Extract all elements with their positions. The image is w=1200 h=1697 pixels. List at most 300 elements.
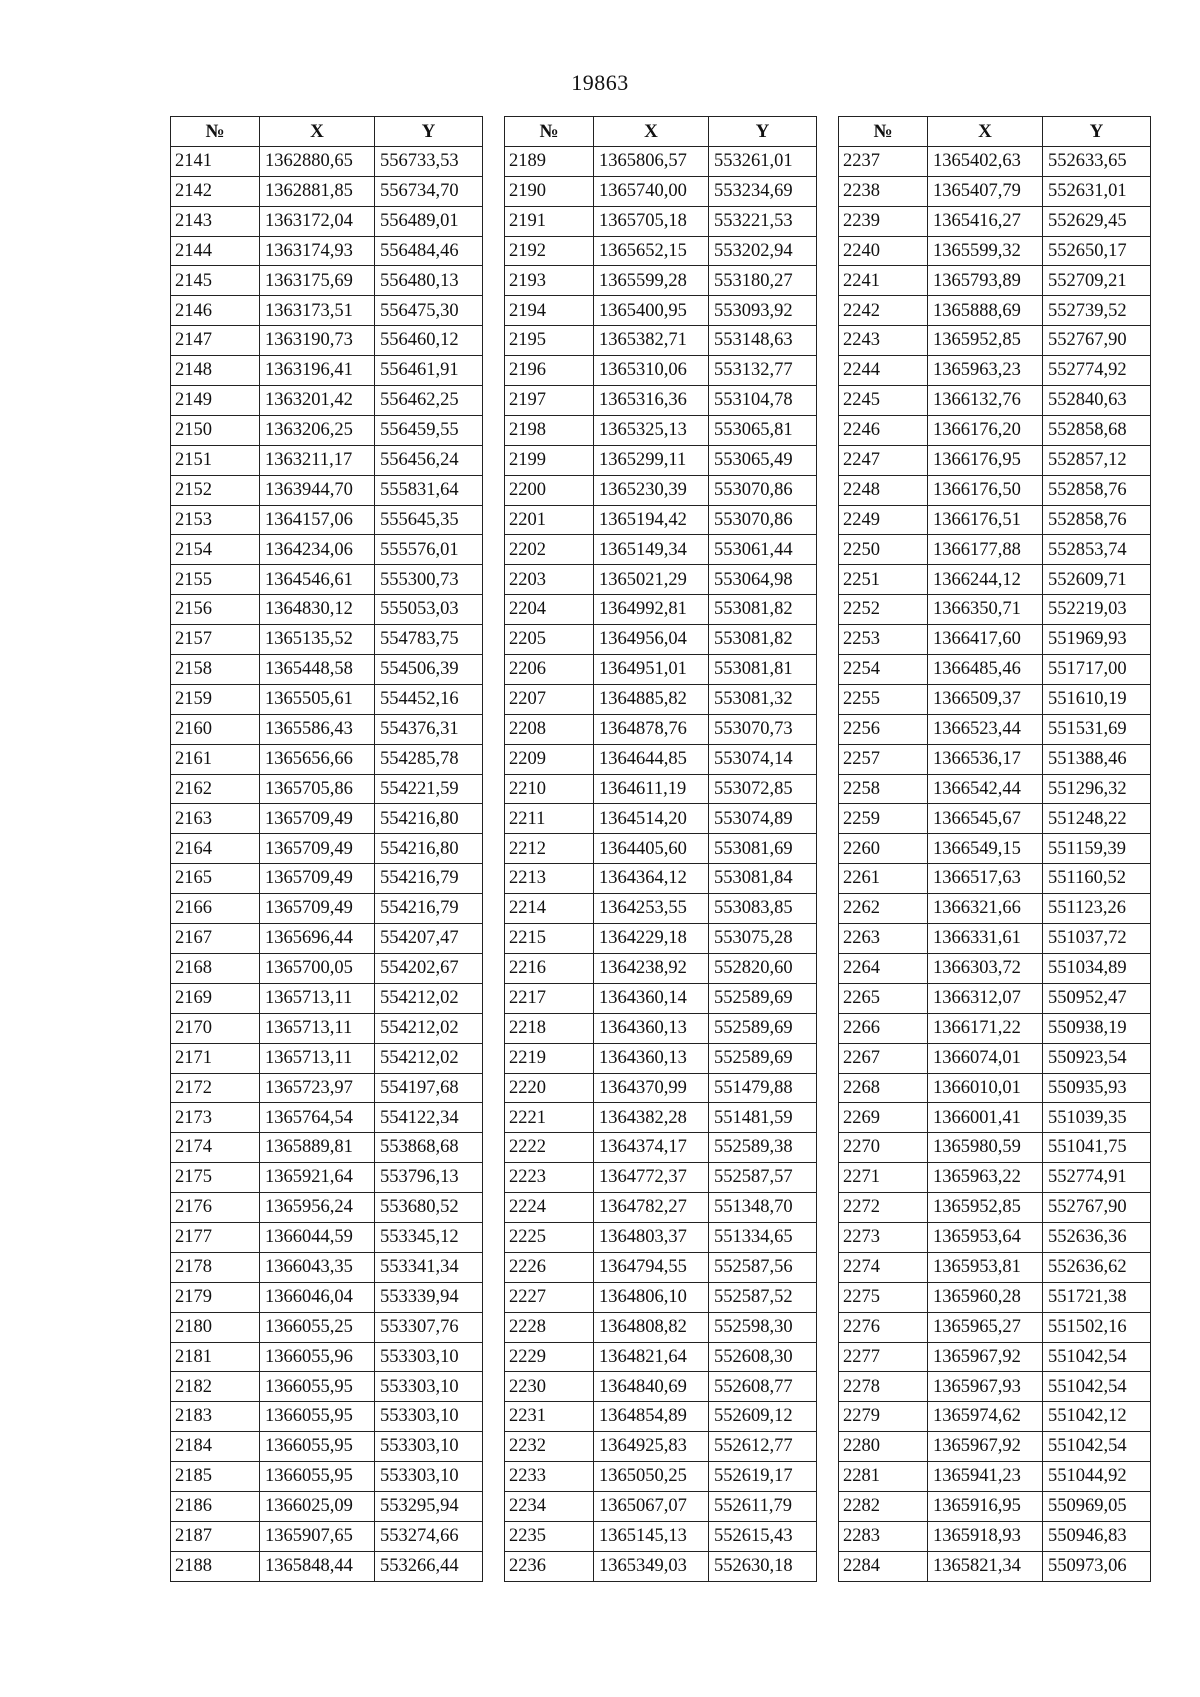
cell-x: 1365705,86 bbox=[260, 774, 375, 804]
cell-x: 1365953,81 bbox=[928, 1252, 1043, 1282]
cell-number: 2244 bbox=[839, 356, 928, 386]
cell-number: 2162 bbox=[171, 774, 260, 804]
cell-number: 2150 bbox=[171, 415, 260, 445]
cell-number: 2216 bbox=[505, 953, 594, 983]
cell-x: 1365953,64 bbox=[928, 1222, 1043, 1252]
cell-x: 1365230,39 bbox=[594, 475, 709, 505]
cell-x: 1364803,37 bbox=[594, 1222, 709, 1252]
cell-x: 1365918,93 bbox=[928, 1521, 1043, 1551]
cell-number: 2198 bbox=[505, 415, 594, 445]
cell-y: 551044,92 bbox=[1043, 1462, 1151, 1492]
table-row bbox=[505, 1133, 817, 1163]
cell-x: 1363211,17 bbox=[260, 445, 375, 475]
table-row bbox=[171, 1133, 483, 1163]
cell-number: 2168 bbox=[171, 953, 260, 983]
cell-number: 2166 bbox=[171, 894, 260, 924]
cell-y: 553083,85 bbox=[709, 894, 817, 924]
table-row bbox=[839, 625, 1151, 655]
cell-y: 552739,52 bbox=[1043, 296, 1151, 326]
cell-number: 2169 bbox=[171, 983, 260, 1013]
cell-y: 556462,25 bbox=[375, 386, 483, 416]
cell-number: 2171 bbox=[171, 1043, 260, 1073]
cell-x: 1364830,12 bbox=[260, 595, 375, 625]
table-row bbox=[171, 744, 483, 774]
cell-x: 1366176,50 bbox=[928, 475, 1043, 505]
cell-y: 552633,65 bbox=[1043, 146, 1151, 176]
cell-y: 552636,36 bbox=[1043, 1222, 1151, 1252]
cell-x: 1365709,49 bbox=[260, 894, 375, 924]
cell-number: 2257 bbox=[839, 744, 928, 774]
page-number: 19863 bbox=[571, 70, 629, 95]
table-row bbox=[171, 236, 483, 266]
table-row bbox=[505, 595, 817, 625]
cell-y: 553303,10 bbox=[375, 1432, 483, 1462]
cell-y: 550969,05 bbox=[1043, 1491, 1151, 1521]
cell-x: 1365941,23 bbox=[928, 1462, 1043, 1492]
cell-x: 1363172,04 bbox=[260, 206, 375, 236]
table-row bbox=[505, 953, 817, 983]
cell-y: 553307,76 bbox=[375, 1312, 483, 1342]
cell-x: 1365963,22 bbox=[928, 1163, 1043, 1193]
cell-y: 555300,73 bbox=[375, 565, 483, 595]
cell-number: 2175 bbox=[171, 1163, 260, 1193]
cell-number: 2262 bbox=[839, 894, 928, 924]
cell-number: 2260 bbox=[839, 834, 928, 864]
cell-y: 552608,30 bbox=[709, 1342, 817, 1372]
cell-y: 553261,01 bbox=[709, 146, 817, 176]
cell-x: 1365713,11 bbox=[260, 1013, 375, 1043]
cell-y: 553796,13 bbox=[375, 1163, 483, 1193]
table-row bbox=[839, 1282, 1151, 1312]
table-row bbox=[505, 266, 817, 296]
table-row bbox=[839, 924, 1151, 954]
cell-y: 552767,90 bbox=[1043, 326, 1151, 356]
cell-y: 552820,60 bbox=[709, 953, 817, 983]
cell-x: 1364808,82 bbox=[594, 1312, 709, 1342]
cell-y: 556480,13 bbox=[375, 266, 483, 296]
cell-y: 554216,79 bbox=[375, 894, 483, 924]
table-row bbox=[505, 1462, 817, 1492]
cell-x: 1365980,59 bbox=[928, 1133, 1043, 1163]
cell-x: 1364364,12 bbox=[594, 864, 709, 894]
cell-x: 1366176,51 bbox=[928, 505, 1043, 535]
cell-x: 1365416,27 bbox=[928, 206, 1043, 236]
table-row bbox=[171, 834, 483, 864]
cell-y: 553070,86 bbox=[709, 505, 817, 535]
cell-x: 1366055,95 bbox=[260, 1372, 375, 1402]
cell-x: 1364514,20 bbox=[594, 804, 709, 834]
cell-y: 550935,93 bbox=[1043, 1073, 1151, 1103]
cell-x: 1366517,63 bbox=[928, 864, 1043, 894]
cell-y: 552615,43 bbox=[709, 1521, 817, 1551]
cell-y: 551042,54 bbox=[1043, 1372, 1151, 1402]
table-row bbox=[839, 804, 1151, 834]
cell-x: 1364782,27 bbox=[594, 1193, 709, 1223]
cell-number: 2161 bbox=[171, 744, 260, 774]
cell-number: 2173 bbox=[171, 1103, 260, 1133]
cell-y: 554207,47 bbox=[375, 924, 483, 954]
cell-x: 1366074,01 bbox=[928, 1043, 1043, 1073]
table-row bbox=[505, 415, 817, 445]
table-row bbox=[505, 864, 817, 894]
cell-y: 551160,52 bbox=[1043, 864, 1151, 894]
cell-x: 1366321,66 bbox=[928, 894, 1043, 924]
table-row bbox=[839, 356, 1151, 386]
cell-x: 1365713,11 bbox=[260, 983, 375, 1013]
cell-number: 2194 bbox=[505, 296, 594, 326]
cell-number: 2179 bbox=[171, 1282, 260, 1312]
cell-y: 552631,01 bbox=[1043, 176, 1151, 206]
cell-x: 1364370,99 bbox=[594, 1073, 709, 1103]
cell-number: 2229 bbox=[505, 1342, 594, 1372]
cell-number: 2274 bbox=[839, 1252, 928, 1282]
table-row bbox=[171, 924, 483, 954]
cell-number: 2202 bbox=[505, 535, 594, 565]
cell-y: 552853,74 bbox=[1043, 535, 1151, 565]
cell-x: 1366055,25 bbox=[260, 1312, 375, 1342]
cell-x: 1365960,28 bbox=[928, 1282, 1043, 1312]
cell-y: 553081,32 bbox=[709, 684, 817, 714]
cell-x: 1365723,97 bbox=[260, 1073, 375, 1103]
cell-number: 2191 bbox=[505, 206, 594, 236]
cell-y: 551721,38 bbox=[1043, 1282, 1151, 1312]
cell-y: 552609,12 bbox=[709, 1402, 817, 1432]
cell-number: 2141 bbox=[171, 146, 260, 176]
cell-number: 2142 bbox=[171, 176, 260, 206]
table-row bbox=[171, 1551, 483, 1581]
table-row bbox=[505, 1372, 817, 1402]
table-row bbox=[839, 595, 1151, 625]
cell-y: 553303,10 bbox=[375, 1342, 483, 1372]
cell-x: 1364360,13 bbox=[594, 1013, 709, 1043]
table-row bbox=[505, 1252, 817, 1282]
table-row bbox=[839, 684, 1151, 714]
cell-x: 1364878,76 bbox=[594, 714, 709, 744]
cell-x: 1365407,79 bbox=[928, 176, 1043, 206]
table-row bbox=[839, 1521, 1151, 1551]
cell-x: 1365505,61 bbox=[260, 684, 375, 714]
cell-number: 2189 bbox=[505, 146, 594, 176]
cell-x: 1364229,18 bbox=[594, 924, 709, 954]
cell-y: 553345,12 bbox=[375, 1222, 483, 1252]
table-row bbox=[505, 714, 817, 744]
table-row bbox=[505, 176, 817, 206]
cell-x: 1364854,89 bbox=[594, 1402, 709, 1432]
cell-y: 553202,94 bbox=[709, 236, 817, 266]
cell-y: 554285,78 bbox=[375, 744, 483, 774]
cell-x: 1364840,69 bbox=[594, 1372, 709, 1402]
cell-y: 552858,68 bbox=[1043, 415, 1151, 445]
cell-y: 552611,79 bbox=[709, 1491, 817, 1521]
cell-y: 551248,22 bbox=[1043, 804, 1151, 834]
cell-x: 1366545,67 bbox=[928, 804, 1043, 834]
table-row bbox=[171, 146, 483, 176]
cell-y: 551034,89 bbox=[1043, 953, 1151, 983]
cell-y: 553274,66 bbox=[375, 1521, 483, 1551]
cell-number: 2204 bbox=[505, 595, 594, 625]
table-row bbox=[171, 1073, 483, 1103]
cell-number: 2239 bbox=[839, 206, 928, 236]
cell-y: 551123,26 bbox=[1043, 894, 1151, 924]
cell-y: 554783,75 bbox=[375, 625, 483, 655]
cell-x: 1365586,43 bbox=[260, 714, 375, 744]
cell-x: 1365806,57 bbox=[594, 146, 709, 176]
table-row bbox=[171, 535, 483, 565]
cell-y: 553180,27 bbox=[709, 266, 817, 296]
cell-x: 1365349,03 bbox=[594, 1551, 709, 1581]
cell-number: 2283 bbox=[839, 1521, 928, 1551]
cell-x: 1366055,95 bbox=[260, 1462, 375, 1492]
cell-number: 2271 bbox=[839, 1163, 928, 1193]
cell-x: 1366010,01 bbox=[928, 1073, 1043, 1103]
table-row bbox=[839, 983, 1151, 1013]
table-row bbox=[171, 386, 483, 416]
cell-x: 1365310,06 bbox=[594, 356, 709, 386]
cell-x: 1364234,06 bbox=[260, 535, 375, 565]
cell-y: 551334,65 bbox=[709, 1222, 817, 1252]
cell-y: 552609,71 bbox=[1043, 565, 1151, 595]
table-row bbox=[171, 1432, 483, 1462]
table-row bbox=[505, 356, 817, 386]
table-row bbox=[839, 1491, 1151, 1521]
cell-number: 2284 bbox=[839, 1551, 928, 1581]
cell-y: 550923,54 bbox=[1043, 1043, 1151, 1073]
cell-number: 2218 bbox=[505, 1013, 594, 1043]
cell-number: 2225 bbox=[505, 1222, 594, 1252]
cell-y: 552857,12 bbox=[1043, 445, 1151, 475]
cell-number: 2193 bbox=[505, 266, 594, 296]
cell-y: 553303,10 bbox=[375, 1402, 483, 1432]
cell-x: 1366046,04 bbox=[260, 1282, 375, 1312]
cell-x: 1363174,93 bbox=[260, 236, 375, 266]
cell-y: 553868,68 bbox=[375, 1133, 483, 1163]
table-row bbox=[839, 386, 1151, 416]
cell-x: 1366536,17 bbox=[928, 744, 1043, 774]
cell-number: 2222 bbox=[505, 1133, 594, 1163]
cell-number: 2206 bbox=[505, 655, 594, 685]
cell-y: 551041,75 bbox=[1043, 1133, 1151, 1163]
cell-y: 551042,54 bbox=[1043, 1432, 1151, 1462]
cell-x: 1365713,11 bbox=[260, 1043, 375, 1073]
cell-number: 2195 bbox=[505, 326, 594, 356]
cell-x: 1364157,06 bbox=[260, 505, 375, 535]
cell-x: 1366171,22 bbox=[928, 1013, 1043, 1043]
table-header-row bbox=[171, 117, 483, 147]
table-row bbox=[839, 834, 1151, 864]
cell-y: 555053,03 bbox=[375, 595, 483, 625]
cell-x: 1366176,95 bbox=[928, 445, 1043, 475]
cell-x: 1365967,93 bbox=[928, 1372, 1043, 1402]
cell-x: 1365135,52 bbox=[260, 625, 375, 655]
table-row bbox=[505, 1342, 817, 1372]
table-row bbox=[505, 535, 817, 565]
cell-number: 2185 bbox=[171, 1462, 260, 1492]
cell-y: 553680,52 bbox=[375, 1193, 483, 1223]
table-row bbox=[171, 1043, 483, 1073]
cell-number: 2210 bbox=[505, 774, 594, 804]
table-row bbox=[505, 684, 817, 714]
cell-number: 2243 bbox=[839, 326, 928, 356]
cell-number: 2182 bbox=[171, 1372, 260, 1402]
cell-x: 1365952,85 bbox=[928, 326, 1043, 356]
cell-x: 1366044,59 bbox=[260, 1222, 375, 1252]
cell-x: 1366177,88 bbox=[928, 535, 1043, 565]
cell-number: 2235 bbox=[505, 1521, 594, 1551]
cell-x: 1364956,04 bbox=[594, 625, 709, 655]
cell-number: 2164 bbox=[171, 834, 260, 864]
header-x: X bbox=[928, 117, 1043, 147]
table-row bbox=[839, 1043, 1151, 1073]
cell-y: 552636,62 bbox=[1043, 1252, 1151, 1282]
cell-number: 2247 bbox=[839, 445, 928, 475]
table-row bbox=[171, 714, 483, 744]
header-x: X bbox=[260, 117, 375, 147]
cell-y: 554212,02 bbox=[375, 1013, 483, 1043]
cell-number: 2276 bbox=[839, 1312, 928, 1342]
cell-x: 1365316,36 bbox=[594, 386, 709, 416]
cell-y: 551296,32 bbox=[1043, 774, 1151, 804]
cell-number: 2174 bbox=[171, 1133, 260, 1163]
cell-number: 2255 bbox=[839, 684, 928, 714]
cell-y: 552858,76 bbox=[1043, 505, 1151, 535]
table-row bbox=[505, 326, 817, 356]
cell-y: 552774,91 bbox=[1043, 1163, 1151, 1193]
cell-number: 2192 bbox=[505, 236, 594, 266]
table-row bbox=[171, 1193, 483, 1223]
cell-x: 1365888,69 bbox=[928, 296, 1043, 326]
cell-x: 1366132,76 bbox=[928, 386, 1043, 416]
cell-x: 1365400,95 bbox=[594, 296, 709, 326]
cell-number: 2170 bbox=[171, 1013, 260, 1043]
table-row bbox=[839, 1013, 1151, 1043]
cell-y: 552219,03 bbox=[1043, 595, 1151, 625]
table-row bbox=[839, 565, 1151, 595]
table-row bbox=[505, 804, 817, 834]
cell-x: 1366549,15 bbox=[928, 834, 1043, 864]
table-row bbox=[505, 894, 817, 924]
header-y: Y bbox=[375, 117, 483, 147]
cell-x: 1365696,44 bbox=[260, 924, 375, 954]
cell-y: 554122,34 bbox=[375, 1103, 483, 1133]
cell-number: 2250 bbox=[839, 535, 928, 565]
table-row bbox=[505, 1521, 817, 1551]
cell-y: 551610,19 bbox=[1043, 684, 1151, 714]
cell-y: 553065,81 bbox=[709, 415, 817, 445]
table-row bbox=[505, 1222, 817, 1252]
cell-y: 552629,45 bbox=[1043, 206, 1151, 236]
cell-y: 555576,01 bbox=[375, 535, 483, 565]
cell-number: 2158 bbox=[171, 655, 260, 685]
table-row bbox=[839, 206, 1151, 236]
table-row bbox=[171, 565, 483, 595]
cell-x: 1366331,61 bbox=[928, 924, 1043, 954]
cell-number: 2159 bbox=[171, 684, 260, 714]
cell-y: 552709,21 bbox=[1043, 266, 1151, 296]
cell-y: 551348,70 bbox=[709, 1193, 817, 1223]
cell-y: 553064,98 bbox=[709, 565, 817, 595]
cell-number: 2249 bbox=[839, 505, 928, 535]
table-row bbox=[839, 1372, 1151, 1402]
cell-x: 1366485,46 bbox=[928, 655, 1043, 685]
table-row bbox=[171, 356, 483, 386]
cell-x: 1365965,27 bbox=[928, 1312, 1043, 1342]
cell-y: 555645,35 bbox=[375, 505, 483, 535]
cell-y: 550952,47 bbox=[1043, 983, 1151, 1013]
cell-number: 2177 bbox=[171, 1222, 260, 1252]
cell-number: 2273 bbox=[839, 1222, 928, 1252]
cell-number: 2261 bbox=[839, 864, 928, 894]
table-row bbox=[839, 1432, 1151, 1462]
cell-y: 556459,55 bbox=[375, 415, 483, 445]
cell-x: 1366055,95 bbox=[260, 1432, 375, 1462]
header-y: Y bbox=[1043, 117, 1151, 147]
cell-number: 2241 bbox=[839, 266, 928, 296]
cell-y: 553339,94 bbox=[375, 1282, 483, 1312]
cell-y: 556456,24 bbox=[375, 445, 483, 475]
cell-number: 2148 bbox=[171, 356, 260, 386]
cell-x: 1366176,20 bbox=[928, 415, 1043, 445]
cell-number: 2213 bbox=[505, 864, 594, 894]
cell-x: 1365145,13 bbox=[594, 1521, 709, 1551]
cell-y: 551969,93 bbox=[1043, 625, 1151, 655]
table-row bbox=[839, 236, 1151, 266]
cell-x: 1365963,23 bbox=[928, 356, 1043, 386]
cell-number: 2181 bbox=[171, 1342, 260, 1372]
cell-x: 1365956,24 bbox=[260, 1193, 375, 1223]
cell-y: 551042,54 bbox=[1043, 1342, 1151, 1372]
cell-x: 1366055,96 bbox=[260, 1342, 375, 1372]
table-row bbox=[839, 535, 1151, 565]
table-row bbox=[505, 1043, 817, 1073]
cell-y: 556484,46 bbox=[375, 236, 483, 266]
cell-y: 556461,91 bbox=[375, 356, 483, 386]
cell-number: 2215 bbox=[505, 924, 594, 954]
cell-number: 2208 bbox=[505, 714, 594, 744]
cell-number: 2224 bbox=[505, 1193, 594, 1223]
cell-y: 554197,68 bbox=[375, 1073, 483, 1103]
cell-number: 2172 bbox=[171, 1073, 260, 1103]
cell-number: 2143 bbox=[171, 206, 260, 236]
cell-y: 554212,02 bbox=[375, 983, 483, 1013]
table-row bbox=[505, 236, 817, 266]
cell-number: 2197 bbox=[505, 386, 594, 416]
cell-x: 1365382,71 bbox=[594, 326, 709, 356]
cell-number: 2155 bbox=[171, 565, 260, 595]
cell-x: 1365149,34 bbox=[594, 535, 709, 565]
cell-x: 1365325,13 bbox=[594, 415, 709, 445]
header-number: № bbox=[505, 117, 594, 147]
cell-number: 2146 bbox=[171, 296, 260, 326]
cell-x: 1365974,62 bbox=[928, 1402, 1043, 1432]
table-row bbox=[505, 445, 817, 475]
cell-number: 2152 bbox=[171, 475, 260, 505]
cell-number: 2220 bbox=[505, 1073, 594, 1103]
cell-x: 1362881,85 bbox=[260, 176, 375, 206]
cell-y: 553234,69 bbox=[709, 176, 817, 206]
cell-x: 1365793,89 bbox=[928, 266, 1043, 296]
cell-number: 2211 bbox=[505, 804, 594, 834]
table-row bbox=[505, 1073, 817, 1103]
table-row bbox=[171, 296, 483, 326]
cell-number: 2153 bbox=[171, 505, 260, 535]
table-row bbox=[839, 1222, 1151, 1252]
table-row bbox=[171, 1163, 483, 1193]
cell-x: 1364992,81 bbox=[594, 595, 709, 625]
cell-number: 2242 bbox=[839, 296, 928, 326]
cell-number: 2205 bbox=[505, 625, 594, 655]
coordinate-table-3 bbox=[838, 116, 1151, 1582]
cell-number: 2201 bbox=[505, 505, 594, 535]
